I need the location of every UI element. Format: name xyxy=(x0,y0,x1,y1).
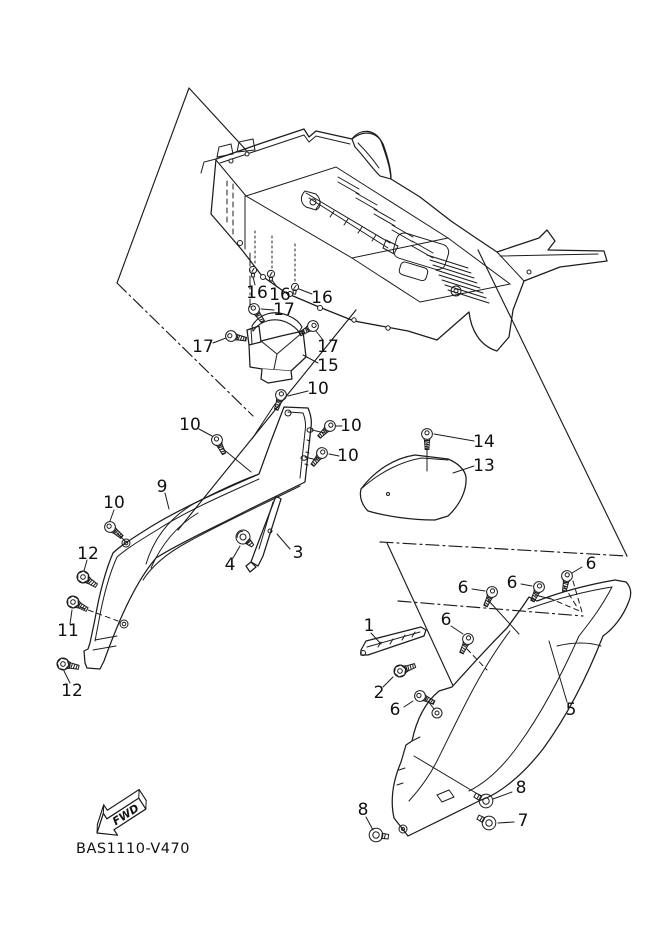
callout-label: 17 xyxy=(317,337,339,357)
callout-leader xyxy=(199,429,212,436)
callout-label: 2 xyxy=(373,683,385,703)
callout-label: 6 xyxy=(389,700,401,720)
callout-label: 5 xyxy=(565,700,577,720)
side-cover-5 xyxy=(389,580,630,836)
bolt-glyph xyxy=(392,660,417,679)
callout-label: 10 xyxy=(337,446,359,466)
callout-label: 4 xyxy=(224,555,236,575)
rivet-glyph xyxy=(475,811,498,832)
screw-glyph xyxy=(481,585,500,609)
bolt-glyph xyxy=(65,594,90,615)
callout-leader xyxy=(434,434,474,441)
callout-leader xyxy=(572,567,582,573)
callout-label: 17 xyxy=(192,337,214,357)
callout-leader xyxy=(472,589,485,591)
callout-label: 10 xyxy=(179,415,201,435)
fwd-arrow xyxy=(86,784,153,844)
callout-leader xyxy=(383,677,393,687)
side-panel-9 xyxy=(84,407,313,669)
part-code-label: BAS1110-V470 xyxy=(76,841,190,857)
callout-label: 10 xyxy=(307,379,329,399)
callout-label: 6 xyxy=(440,610,452,630)
callout-label: 12 xyxy=(77,544,99,564)
fwd-label: FWD xyxy=(110,801,142,829)
callout-label: 10 xyxy=(103,493,125,513)
callout-leader xyxy=(498,822,514,823)
rivet-glyph xyxy=(368,827,389,843)
callout-leader xyxy=(404,701,413,707)
callout-leader xyxy=(521,584,532,586)
callout-label: 16 xyxy=(269,285,291,305)
screw-glyph xyxy=(210,433,229,457)
callout-label: 7 xyxy=(517,811,529,831)
callout-leader xyxy=(288,391,308,396)
callout-label: 6 xyxy=(585,554,597,574)
screw-glyph xyxy=(308,445,329,468)
callout-label: 8 xyxy=(357,800,369,820)
callout-label: 10 xyxy=(340,416,362,436)
callout-label: 6 xyxy=(506,573,518,593)
bolt-glyph xyxy=(75,569,100,591)
callout-label: 17 xyxy=(273,300,295,320)
callout-label: 13 xyxy=(473,456,495,476)
screw-glyph xyxy=(315,418,337,440)
callout-label: 1 xyxy=(363,616,375,636)
callout-leader xyxy=(451,626,463,634)
callout-label: 11 xyxy=(57,621,79,641)
screw-glyph xyxy=(457,632,476,656)
callout-label: 16 xyxy=(246,283,268,303)
callout-label: 8 xyxy=(515,778,527,798)
screw-glyph xyxy=(559,570,573,592)
callout-leader xyxy=(261,309,274,310)
wellnut-glyph xyxy=(233,527,257,551)
callout-label: 9 xyxy=(156,477,168,497)
callout-label: 15 xyxy=(317,356,339,376)
screw-glyph xyxy=(225,330,248,345)
chassis-assembly xyxy=(201,129,607,351)
callout-label: 6 xyxy=(457,578,469,598)
callout-leader xyxy=(277,534,290,549)
bracket-15 xyxy=(247,313,306,383)
callout-label: 3 xyxy=(292,543,304,563)
bolt-glyph xyxy=(56,657,80,673)
panel-13 xyxy=(360,443,466,520)
callout-label: 12 xyxy=(61,681,83,701)
callout-label: 14 xyxy=(473,432,495,452)
callout-leader xyxy=(213,338,226,343)
callout-label: 16 xyxy=(311,288,333,308)
screw-glyph xyxy=(422,429,433,450)
